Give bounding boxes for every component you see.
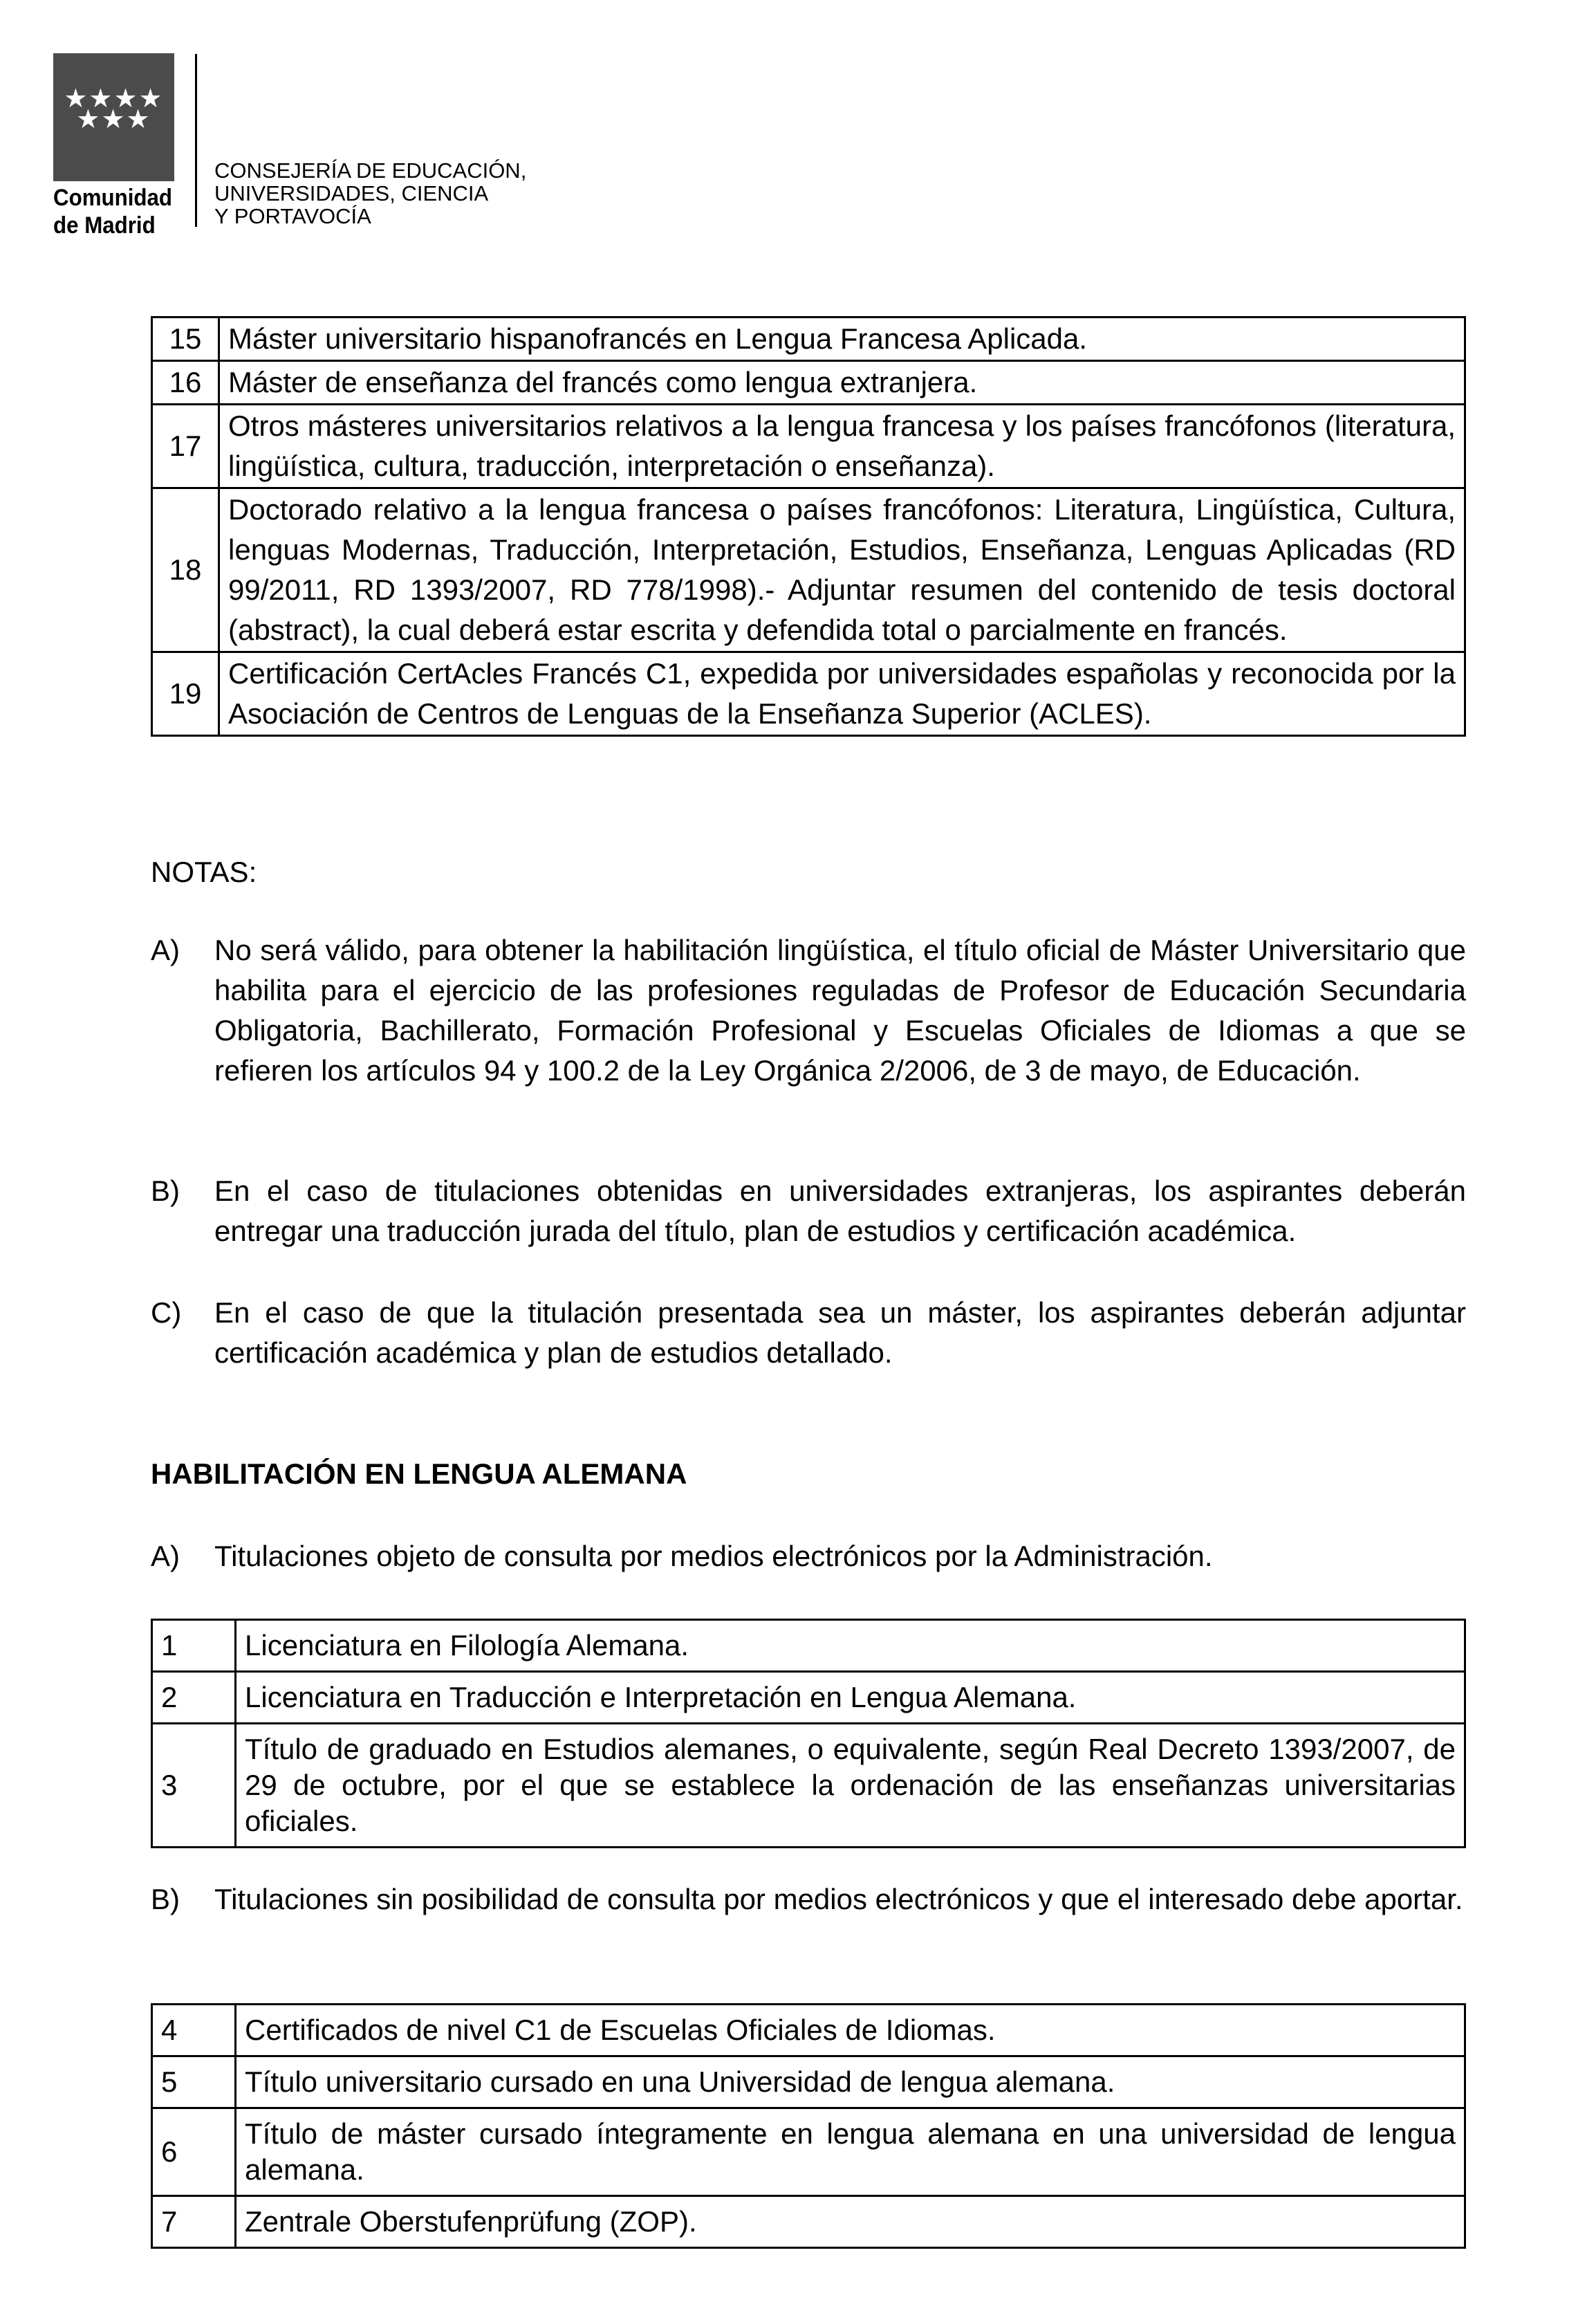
- table-row: [152, 1724, 1465, 1848]
- note-text: En el caso de que la titulación presentada sea un máster, los aspirantes deberán adjuntar certificación académica y plan de estudios detallado.: [214, 1296, 1466, 1369]
- table-row: [152, 488, 1465, 652]
- row-number: 18: [152, 488, 219, 652]
- row-number: 2: [152, 1672, 236, 1724]
- section-b: [151, 1879, 1466, 1919]
- note-text: No será válido, para obtener la habilitación lingüística, el título oficial de Máster Universitario que habilita para el ejercicio de las profesiones reguladas de Profesor de Educación Secundaria Obligatoria, Bachillerato, Formación Profesional y Escuelas Oficiales de Idiomas a que se refieren los artículos 94 y 100.2 de la Ley Orgánica 2/2006, de 3 de mayo, de Educación.: [214, 934, 1466, 1087]
- table-row: [152, 2005, 1465, 2056]
- row-text: Certificación CertAcles Francés C1, expedida por universidades españolas y reconocida por la Asociación de Centros de Lenguas de la Enseñanza Superior (ACLES).: [219, 652, 1465, 736]
- row-number: 7: [152, 2196, 236, 2248]
- row-number: 1: [152, 1620, 236, 1672]
- row-text: Título universitario cursado en una Universidad de lengua alemana.: [236, 2056, 1465, 2108]
- row-number: 6: [152, 2108, 236, 2196]
- logo-line-1: Comunidad: [53, 185, 173, 211]
- logo-line-2: de Madrid: [53, 212, 156, 239]
- row-text: Doctorado relativo a la lengua francesa o países francófonos: Literatura, Lingüística, Cultura, lenguas Modernas, Traducción, Interpretación, Estudios, Enseñanza, Lenguas Aplicadas (RD 99/2011, RD 1393/2007, RD 778/1998).- Adjuntar resumen del contenido de tesis doctoral (abstract), la cual deberá estar escrita y defendida total o parcialmente en francés.: [219, 488, 1465, 652]
- german-table-b: [151, 2003, 1466, 2249]
- section-heading: HABILITACIÓN EN LENGUA ALEMANA: [151, 1457, 687, 1490]
- note-marker: B): [151, 1175, 180, 1207]
- row-text: Máster universitario hispanofrancés en Lengua Francesa Aplicada.: [219, 317, 1465, 361]
- note-c: [151, 1293, 1466, 1373]
- table-row: [152, 1620, 1465, 1672]
- table-row: [152, 361, 1465, 405]
- row-number: 4: [152, 2005, 236, 2056]
- row-text: Máster de enseñanza del francés como lengua extranjera.: [219, 361, 1465, 405]
- table-row: [152, 405, 1465, 488]
- section-marker: A): [151, 1540, 180, 1572]
- section-a: [151, 1536, 1466, 1576]
- stars-row-1: ★★★★: [64, 84, 164, 113]
- department-line: Y PORTAVOCÍA: [214, 204, 371, 228]
- row-text: Licenciatura en Traducción e Interpretación en Lengua Alemana.: [236, 1672, 1465, 1724]
- note-text: En el caso de titulaciones obtenidas en universidades extranjeras, los aspirantes deberán entregar una traducción jurada del título, plan de estudios y certificación académica.: [214, 1175, 1466, 1247]
- section-marker: B): [151, 1883, 180, 1915]
- logo-divider: [195, 54, 197, 227]
- row-text: Certificados de nivel C1 de Escuelas Oficiales de Idiomas.: [236, 2005, 1465, 2056]
- stars-row-2: ★★★: [76, 105, 151, 134]
- french-titles-table: [151, 316, 1466, 737]
- row-number: 5: [152, 2056, 236, 2108]
- table-row: [152, 2056, 1465, 2108]
- row-number: 19: [152, 652, 219, 736]
- row-text: Título de graduado en Estudios alemanes, o equivalente, según Real Decreto 1393/2007, de 29 de octubre, por el que se establece la ordenación de las enseñanzas universitarias oficiales.: [236, 1724, 1465, 1848]
- row-text: Otros másteres universitarios relativos a la lengua francesa y los países francófonos (literatura, lingüística, cultura, traducción, interpretación o enseñanza).: [219, 405, 1465, 488]
- row-number: 3: [152, 1724, 236, 1848]
- row-number: 16: [152, 361, 219, 405]
- section-text: Titulaciones sin posibilidad de consulta por medios electrónicos y que el interesado debe aportar.: [214, 1883, 1463, 1915]
- note-marker: C): [151, 1296, 182, 1329]
- section-text: Titulaciones objeto de consulta por medios electrónicos por la Administración.: [214, 1540, 1213, 1572]
- notes-title: NOTAS:: [151, 856, 257, 888]
- row-text: Título de máster cursado íntegramente en lengua alemana en una universidad de lengua alemana.: [236, 2108, 1465, 2196]
- department-name: [214, 159, 526, 228]
- row-text: Zentrale Oberstufenprüfung (ZOP).: [236, 2196, 1465, 2248]
- row-number: 17: [152, 405, 219, 488]
- note-b: [151, 1171, 1466, 1251]
- table-row: [152, 2108, 1465, 2196]
- table-row: [152, 2196, 1465, 2248]
- table-row: [152, 652, 1465, 736]
- stars-icon: [53, 84, 174, 134]
- german-table-a: [151, 1619, 1466, 1848]
- row-number: 15: [152, 317, 219, 361]
- table-row: [152, 317, 1465, 361]
- row-text: Licenciatura en Filología Alemana.: [236, 1620, 1465, 1672]
- department-line: UNIVERSIDADES, CIENCIA: [214, 181, 489, 205]
- logo-text: [53, 184, 172, 239]
- note-a: [151, 930, 1466, 1091]
- department-line: CONSEJERÍA DE EDUCACIÓN,: [214, 158, 527, 183]
- note-marker: A): [151, 934, 180, 966]
- table-row: [152, 1672, 1465, 1724]
